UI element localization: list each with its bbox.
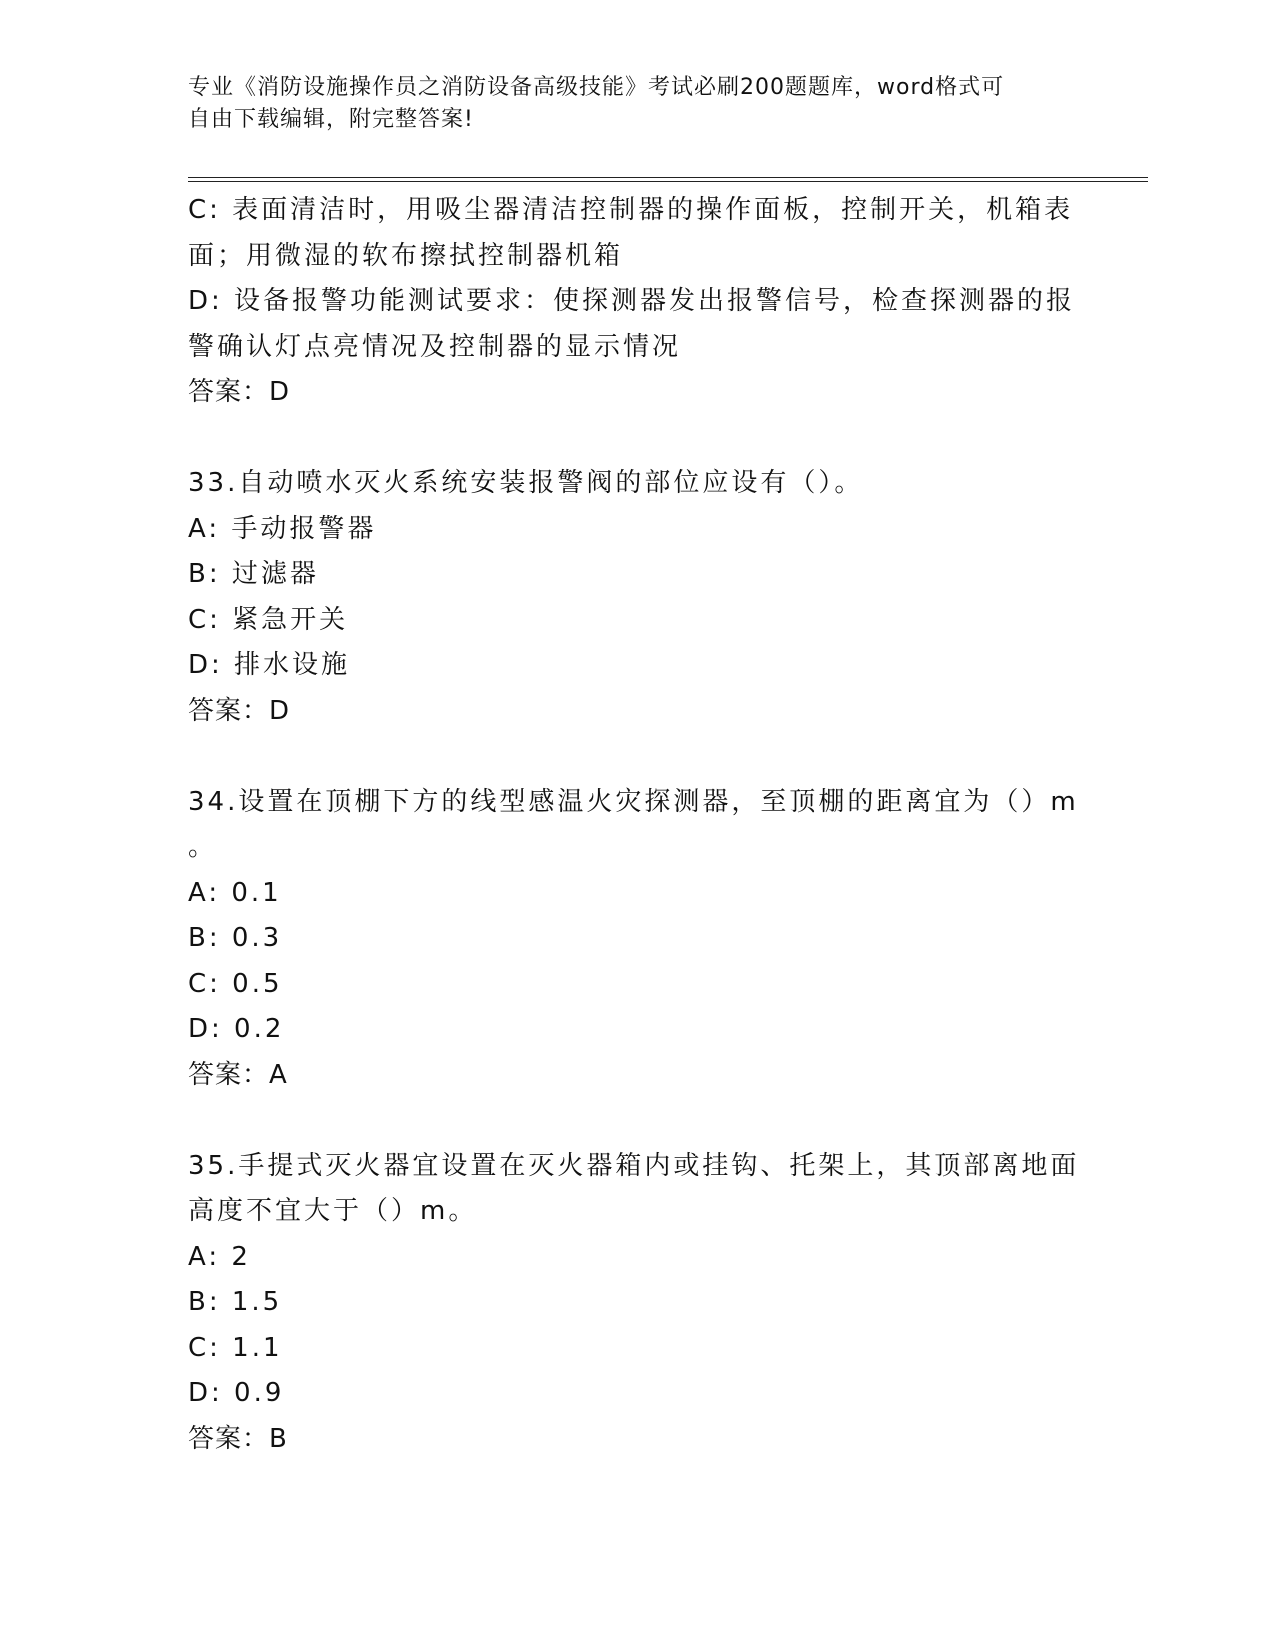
answer-33: 答案：D [188, 695, 291, 726]
header-divider-bottom [188, 181, 1148, 182]
answer-32: 答案：D [188, 377, 291, 407]
option-d-line-1: D: 设备报警功能测试要求：使探测器发出报警信号，检查探测器的报 [188, 286, 1076, 316]
option-d: D: 0.9 [188, 1378, 285, 1408]
question-stem-line-1: 35.手提式灭火器宜设置在灭火器箱内或挂钩、托架上，其顶部离地面 [188, 1150, 1080, 1181]
option-c: C: 紧急开关 [188, 604, 349, 635]
option-c-line-1: C: 表面清洁时，用吸尘器清洁控制器的操作面板，控制开关，机箱表 [188, 195, 1074, 225]
document-header [188, 72, 1068, 136]
option-c-line-2: 面；用微湿的软布擦拭控制器机箱 [188, 240, 624, 271]
spacer [188, 734, 1068, 780]
option-c: C: 0.5 [188, 968, 283, 999]
question-stem-line-1: 34.设置在顶棚下方的线型感温火灾探测器，至顶棚的距离宜为（）m [188, 786, 1079, 817]
spacer [188, 1098, 1068, 1144]
option-b: B: 0.3 [188, 923, 283, 953]
answer-34: 答案：A [188, 1059, 288, 1090]
question-stem-line-2: 高度不宜大于（）m。 [188, 1196, 478, 1226]
question-32-tail [188, 188, 1076, 416]
question-stem: 33.自动喷水灭火系统安装报警阀的部位应设有（）。 [188, 468, 864, 498]
option-a: A: 2 [188, 1241, 251, 1272]
header-divider-top [188, 177, 1148, 178]
question-35 [188, 1144, 1080, 1463]
option-d-line-2: 警确认灯点亮情况及控制器的显示情况 [188, 331, 682, 362]
document-body [188, 188, 1080, 1462]
answer-35: 答案：B [188, 1423, 288, 1454]
spacer [188, 416, 1068, 462]
option-a: A: 手动报警器 [188, 513, 377, 544]
option-d: D: 排水设施 [188, 650, 351, 680]
option-b: B: 过滤器 [188, 559, 319, 589]
question-34 [188, 780, 1079, 1099]
header-title-line-2: 自由下载编辑，附完整答案! [188, 107, 474, 132]
header-title-line-1: 专业《消防设施操作员之消防设备高级技能》考试必刷200题题库，word格式可 [188, 75, 1005, 100]
option-a: A: 0.1 [188, 877, 282, 908]
option-c: C: 1.1 [188, 1332, 283, 1363]
question-33 [188, 461, 1068, 734]
option-b: B: 1.5 [188, 1287, 283, 1317]
option-d: D: 0.2 [188, 1014, 285, 1044]
question-stem-line-2: 。 [188, 832, 218, 862]
